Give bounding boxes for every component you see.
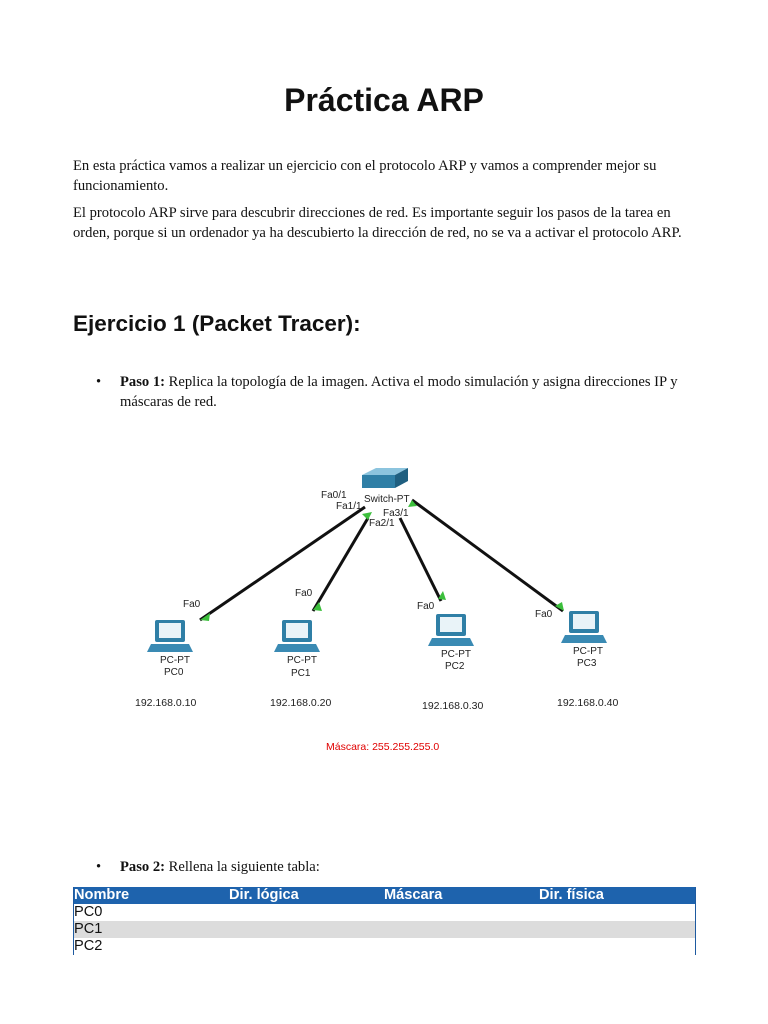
link-pc2: [400, 518, 441, 601]
pc3: [535, 609, 618, 709]
step-2-label: Paso 2:: [120, 859, 165, 875]
intro-paragraph-1: En esta práctica vamos a realizar un ejercicio con el protocolo ARP y vamos a comprender mejor su funcionamiento.: [73, 158, 657, 194]
pc-name-label: PC0: [164, 667, 184, 678]
pc-port-label: Fa0: [295, 588, 313, 599]
pc-type-label: PC-PT: [287, 655, 317, 666]
switch-port-label: Fa3/1: [383, 508, 409, 519]
pc-type-label: PC-PT: [441, 649, 471, 660]
table-cell: [229, 904, 384, 921]
pc-name-label: PC1: [291, 668, 311, 679]
table-row: [74, 904, 695, 921]
table-cell: [229, 938, 384, 955]
page-title: Práctica ARP: [284, 82, 484, 118]
switch-port-label: Fa0/1: [321, 490, 347, 501]
step-1-label: Paso 1:: [120, 374, 165, 390]
link-pc3: [412, 500, 563, 611]
step-1: [96, 373, 696, 412]
switch-label: Switch-PT: [364, 494, 410, 505]
pc-ip-label: 192.168.0.40: [557, 697, 619, 709]
table-row: [74, 921, 695, 938]
section-title: Ejercicio 1 (Packet Tracer):: [73, 311, 361, 336]
table-cell: PC2: [74, 938, 103, 954]
intro-paragraph-2: El protocolo ARP sirve para descubrir direcciones de red. Es importante seguir los pasos de la tarea en orden, porque si un ordenador ya ha descubierto la dirección de red, no se va a activar el protocolo ARP.: [73, 205, 682, 241]
table-cell: [539, 938, 694, 955]
step-2-text: Rellena la siguiente tabla:: [165, 859, 320, 875]
table-cell: [539, 904, 694, 921]
link-indicator: [200, 613, 210, 621]
network-topology-diagram: [110, 440, 670, 770]
header-cell: Nombre: [74, 887, 130, 903]
table-header: [74, 887, 695, 904]
table-cell: [384, 921, 539, 938]
mask-note: Máscara: 255.255.255.0: [326, 741, 440, 753]
pc0: [135, 599, 201, 709]
header-cell: Dir. física: [539, 887, 604, 903]
pc2: [417, 601, 483, 712]
header-cell: Dir. lógica: [229, 887, 299, 903]
link-pc1: [313, 518, 368, 611]
pc-name-label: PC3: [577, 658, 597, 669]
table-row: [74, 938, 695, 955]
pc-type-label: PC-PT: [160, 655, 190, 666]
switch-icon: [362, 468, 408, 488]
bullet: •: [96, 374, 102, 390]
pc-port-label: Fa0: [183, 599, 201, 610]
pc-name-label: PC2: [445, 661, 465, 672]
table-cell: PC0: [74, 904, 103, 920]
pc-ip-label: 192.168.0.10: [135, 697, 197, 709]
step-1-text: Replica la topología de la imagen. Activa el modo simulación y asigna direcciones IP y máscaras de red.: [120, 374, 678, 410]
pc-ip-label: 192.168.0.30: [422, 700, 484, 712]
pc-type-label: PC-PT: [573, 646, 603, 657]
pc-ip-label: 192.168.0.20: [270, 697, 332, 709]
header-cell: Máscara: [384, 887, 443, 903]
table-cell: [384, 904, 539, 921]
switch-port-label: Fa1/1: [336, 501, 362, 512]
pc-port-label: Fa0: [417, 601, 435, 612]
address-table: [73, 887, 696, 955]
pc-port-label: Fa0: [535, 609, 553, 620]
table-cell: [539, 921, 694, 938]
pc1: [270, 588, 331, 709]
table-cell: PC1: [74, 921, 103, 937]
step-2: [96, 858, 696, 878]
table-cell: [384, 938, 539, 955]
switch-port-label: Fa2/1: [369, 518, 395, 529]
table-cell: [229, 921, 384, 938]
bullet: •: [96, 859, 102, 875]
